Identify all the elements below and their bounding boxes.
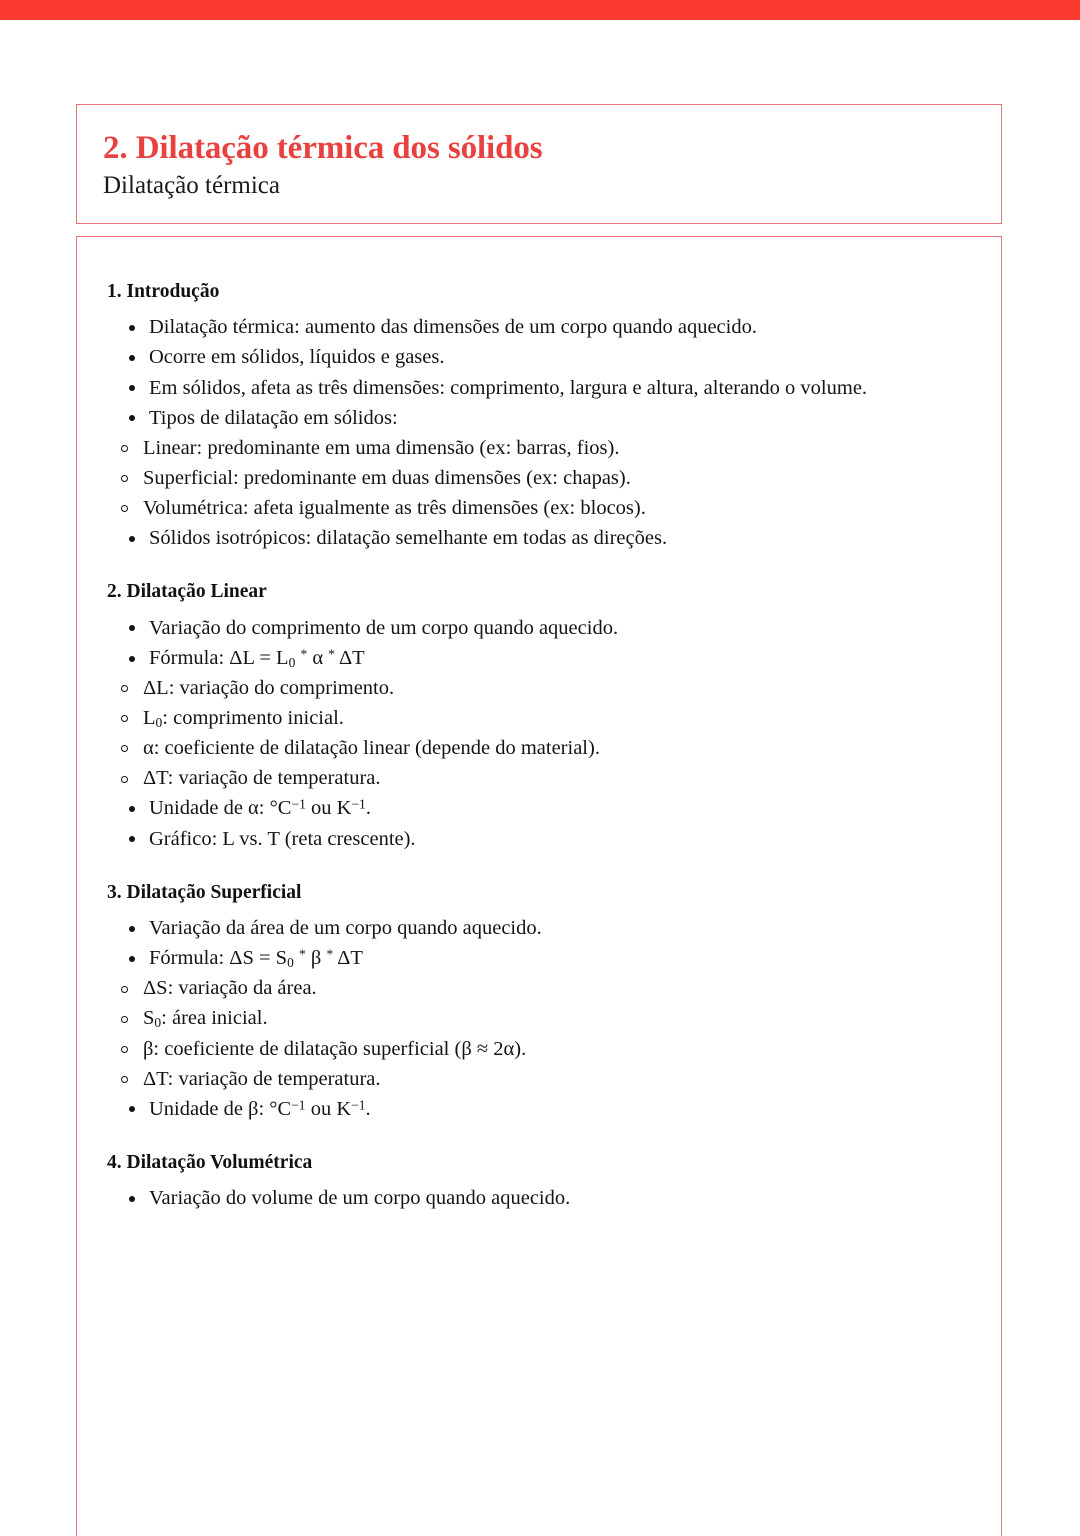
top-accent-bar — [0, 0, 1080, 20]
sublist-wrapper — [107, 433, 971, 523]
sections-container — [107, 279, 971, 1213]
list-item — [107, 824, 971, 854]
content-body-box — [76, 236, 1002, 1536]
sub-bullet-list — [107, 973, 971, 1094]
sub-list-item-text: Volumétrica: afeta igualmente as três dimensões (ex: blocos). — [143, 497, 646, 520]
sub-bullet-list — [107, 673, 971, 794]
list-item-text: Gráfico: L vs. T (reta crescente). — [149, 827, 416, 850]
sub-list-item-text: ΔL: variação do comprimento. — [143, 676, 395, 699]
bullet-point-icon — [129, 355, 135, 361]
sublist-wrapper — [107, 973, 971, 1094]
list-item-text: Unidade de α: $^\circ C^{-1}$ ou $K^{-1}$. — [149, 797, 371, 820]
list-item-text: Variação do comprimento de um corpo quando aquecido. — [149, 616, 619, 639]
bullet-list — [107, 913, 971, 1124]
list-item — [107, 913, 971, 943]
list-item-text: Tipos de dilatação em sólidos: — [149, 406, 398, 429]
hollow-bullet-icon — [121, 1076, 128, 1083]
title-header-box — [76, 104, 1002, 224]
section-heading: 3. Dilatação Superficial — [107, 881, 302, 903]
hollow-bullet-icon — [121, 445, 128, 452]
hollow-bullet-icon — [121, 1016, 128, 1023]
hollow-bullet-icon — [121, 1046, 128, 1053]
sub-list-item — [107, 703, 971, 733]
list-item-text: Em sólidos, afeta as três dimensões: comprimento, largura e altura, alterando o volume. — [149, 376, 868, 399]
list-item — [107, 1094, 971, 1124]
sub-list-item-text: ΔT: variação de temperatura. — [143, 1067, 381, 1090]
section-heading: 2. Dilatação Linear — [107, 581, 267, 603]
list-item — [107, 312, 971, 342]
sub-list-item — [107, 973, 971, 1003]
document-page — [0, 20, 1080, 1528]
hollow-bullet-icon — [121, 776, 128, 783]
bullet-point-icon — [129, 1106, 135, 1112]
hollow-bullet-icon — [121, 685, 128, 692]
hollow-bullet-icon — [121, 475, 128, 482]
sub-list-item-text: $L_0$: comprimento inicial. — [143, 707, 344, 731]
section-heading: 4. Dilatação Volumétrica — [107, 1151, 313, 1173]
sub-list-item — [107, 763, 971, 793]
list-item — [107, 943, 971, 973]
bullet-point-icon — [129, 536, 135, 542]
sub-list-item-text: ΔS: variação da área. — [143, 977, 317, 1000]
bullet-point-icon — [129, 956, 135, 962]
list-item-text: Unidade de β: $^\circ C^{-1}$ ou $K^{-1}$. — [149, 1097, 371, 1120]
sub-list-item-text: β: coeficiente de dilatação superficial (β ≈ 2α). — [143, 1037, 527, 1060]
list-item — [107, 523, 971, 553]
list-item-text: Fórmula: $\Delta L = L_0$ * α * ΔT — [149, 646, 365, 670]
sub-bullet-list — [107, 433, 971, 523]
sub-list-item — [107, 1003, 971, 1033]
hollow-bullet-icon — [121, 715, 128, 722]
page-title: 2. Dilatação térmica dos sólidos — [103, 130, 543, 166]
sub-list-item — [107, 733, 971, 763]
list-item-text: Sólidos isotrópicos: dilatação semelhante em todas as direções. — [149, 527, 668, 550]
list-item — [107, 793, 971, 823]
page-subtitle: Dilatação térmica — [103, 172, 280, 200]
sublist-wrapper — [107, 673, 971, 794]
bullet-list — [107, 1183, 971, 1213]
bullet-point-icon — [129, 836, 135, 842]
sub-list-item — [107, 1034, 971, 1064]
sub-list-item-text: Linear: predominante em uma dimensão (ex: barras, fios). — [143, 436, 620, 459]
list-item-text: Ocorre em sólidos, líquidos e gases. — [149, 346, 445, 369]
hollow-bullet-icon — [121, 745, 128, 752]
list-item-text: Fórmula: $\Delta S = S_0$ * β * ΔT — [149, 946, 363, 971]
sub-list-item — [107, 433, 971, 463]
bullet-point-icon — [129, 926, 135, 932]
bullet-point-icon — [129, 385, 135, 391]
sub-list-item-text: $S_0$: área inicial. — [143, 1007, 268, 1031]
sub-list-item-text: α: coeficiente de dilatação linear (depende do material). — [143, 737, 600, 760]
list-item — [107, 1183, 971, 1213]
bullet-point-icon — [129, 806, 135, 812]
list-item — [107, 613, 971, 643]
section — [107, 1150, 971, 1213]
hollow-bullet-icon — [121, 505, 128, 512]
bullet-point-icon — [129, 1196, 135, 1202]
bullet-list — [107, 312, 971, 553]
sub-list-item — [107, 463, 971, 493]
list-item — [107, 373, 971, 403]
sub-list-item — [107, 1064, 971, 1094]
bullet-list — [107, 613, 971, 854]
bullet-point-icon — [129, 325, 135, 331]
sub-list-item-text: Superficial: predominante em duas dimensões (ex: chapas). — [143, 466, 631, 489]
list-item-text: Variação da área de um corpo quando aquecido. — [149, 917, 542, 940]
list-item — [107, 342, 971, 372]
sub-list-item-text: ΔT: variação de temperatura. — [143, 767, 381, 790]
bullet-point-icon — [129, 625, 135, 631]
sub-list-item — [107, 673, 971, 703]
list-item-text: Variação do volume de um corpo quando aquecido. — [149, 1187, 571, 1210]
bullet-point-icon — [129, 415, 135, 421]
section-heading: 1. Introdução — [107, 281, 220, 302]
sub-list-item — [107, 493, 971, 523]
section — [107, 579, 971, 853]
list-item — [107, 403, 971, 433]
list-item — [107, 643, 971, 673]
section — [107, 279, 971, 553]
bullet-point-icon — [129, 656, 135, 662]
hollow-bullet-icon — [121, 986, 128, 993]
section — [107, 880, 971, 1124]
list-item-text: Dilatação térmica: aumento das dimensões de um corpo quando aquecido. — [149, 316, 757, 339]
